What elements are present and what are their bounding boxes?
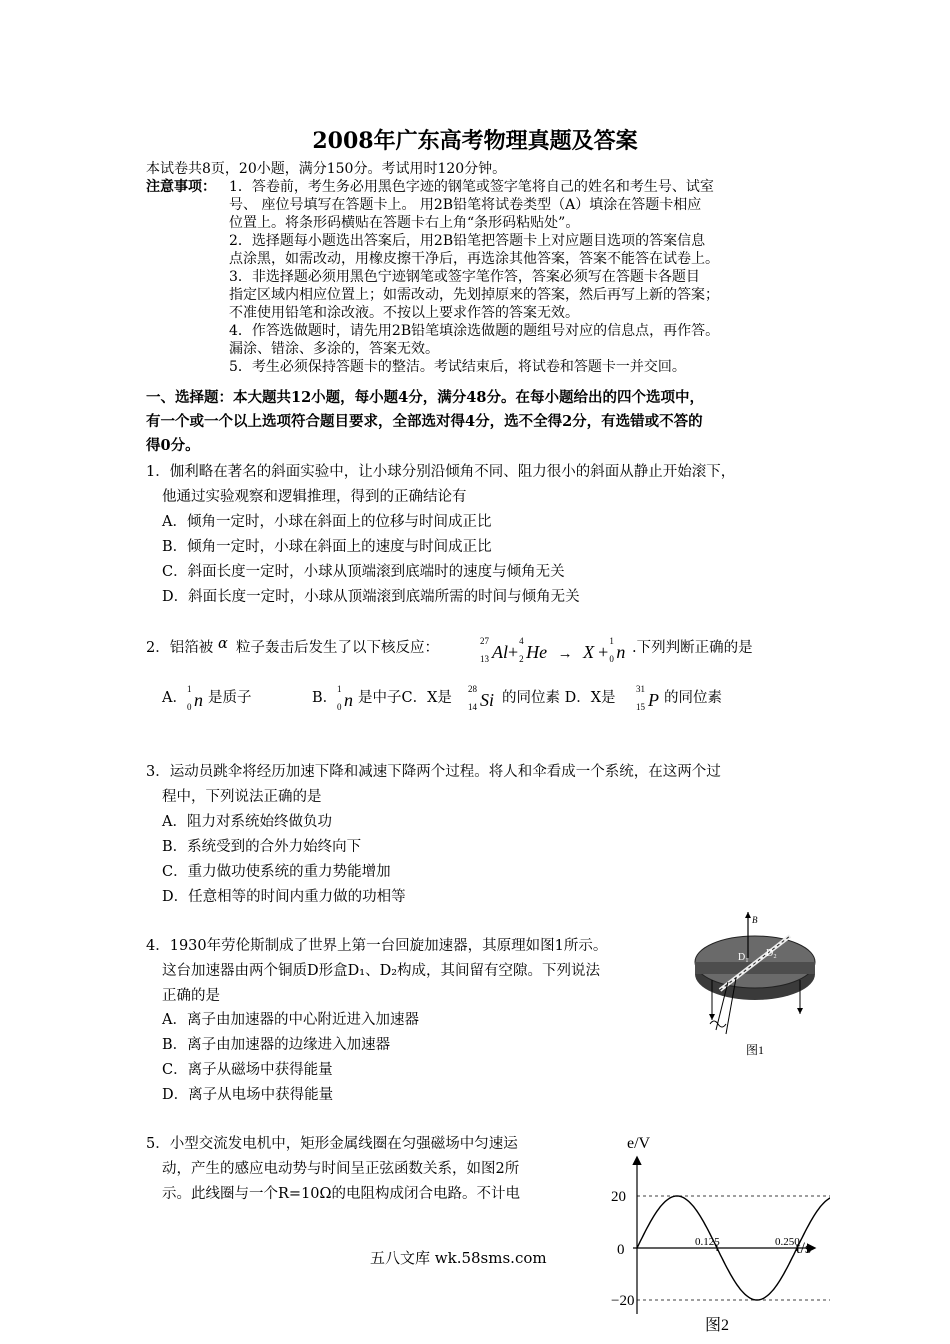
nuclide-mass: 1 bbox=[187, 684, 192, 694]
q2-stem-mid: 粒子轰击后发生了以下核反应： bbox=[236, 640, 439, 656]
figure2-caption: 图2 bbox=[705, 1317, 730, 1334]
q1-option-c: C．斜面长度一定时，小球从顶端滚到底端时的速度与倾角无关 bbox=[162, 564, 565, 580]
section-heading: 有一个或一个以上选项符合题目要求，全部选对得4分，选不全得2分，有选错或不答的 bbox=[146, 413, 703, 430]
q4-option-d: D．离子从电场中获得能量 bbox=[162, 1087, 334, 1103]
arrow-head bbox=[797, 1008, 803, 1014]
x-axis-label: t/s bbox=[796, 1240, 812, 1257]
q2-option-b-text: 是中子C．X是 bbox=[358, 690, 452, 706]
emf-time-chart bbox=[600, 1128, 830, 1338]
q1-option-b: B．倾角一定时，小球在斜面上的速度与时间成正比 bbox=[162, 539, 492, 555]
notice-line: 指定区域内相应位置上；如需改动，先划掉原来的答案，然后再写上新的答案； bbox=[229, 287, 719, 303]
notice-label: 注意事项： bbox=[146, 179, 216, 195]
q2-option-a-label: A． bbox=[162, 690, 187, 706]
alpha-symbol: α bbox=[218, 636, 228, 652]
arrow-head bbox=[745, 912, 751, 918]
q4-stem: 正确的是 bbox=[162, 988, 220, 1004]
notice-line: 3．非选择题必须用黑色宁迹钢笔或签字笔作答，答案必须写在答题卡各题目 bbox=[229, 269, 700, 285]
nuclide-number: 14 bbox=[468, 702, 477, 712]
notice-line: 5．考生必须保持答题卡的整洁。考试结束后，将试卷和答题卡一并交回。 bbox=[229, 359, 686, 375]
he-number: 2 bbox=[519, 654, 524, 664]
nuclide-mass: 31 bbox=[636, 684, 645, 694]
phosphorus-nuclide bbox=[634, 684, 659, 712]
n-symbol: n bbox=[616, 642, 626, 662]
notice-line: 4．作答选做题时，请先用2B铅笔填涂选做题的题组号对应的信息点，再作答。 bbox=[229, 323, 720, 339]
q3-option-a: A．阻力对系统始终做负功 bbox=[162, 814, 332, 830]
q1-stem: 1．伽利略在著名的斜面实验中，让小球分别沿倾角不同、阻力很小的斜面从静止开始滚下， bbox=[146, 464, 736, 480]
q2-stem-before: 2．铝箔被 bbox=[146, 640, 214, 656]
q4-stem: 这台加速器由两个铜质D形盒D₁、D₂构成，其间留有空隙。下列说法 bbox=[162, 963, 600, 979]
q1-option-d: D．斜面长度一定时，小球从顶端滚到底端所需的时间与倾角无关 bbox=[162, 589, 580, 605]
al-mass: 27 bbox=[480, 636, 489, 646]
arrow-head bbox=[709, 1014, 715, 1020]
q3-option-c: C．重力做功使系统的重力势能增加 bbox=[162, 864, 391, 880]
q2-option-d-text: 的同位素 bbox=[664, 690, 722, 706]
q2-option-a-text: 是质子 bbox=[208, 690, 252, 706]
origin-label: 0 bbox=[617, 1242, 625, 1258]
q5-stem: 5．小型交流发电机中，矩形金属线圈在匀强磁场中匀速运 bbox=[146, 1136, 518, 1152]
q3-stem: 3．运动员跳伞将经历加速下降和减速下降两个过程。将人和伞看成一个系统，在这两个过 bbox=[146, 764, 721, 780]
nuclide-symbol: n bbox=[194, 690, 203, 710]
he-symbol: He bbox=[526, 642, 548, 662]
q3-option-d: D．任意相等的时间内重力做的功相等 bbox=[162, 889, 406, 905]
y-tick-label: 20 bbox=[611, 1189, 626, 1205]
nuclide-number: 0 bbox=[187, 702, 192, 712]
exam-intro: 本试卷共8页，20小题，满分150分。考试用时120分钟。 bbox=[146, 161, 507, 177]
neutron-nuclide bbox=[336, 684, 353, 712]
q3-stem: 程中，下列说法正确的是 bbox=[162, 789, 322, 805]
silicon-nuclide bbox=[466, 684, 495, 712]
notice-line: 点涂黑，如需改动，用橡皮擦干净后，再选涂其他答案，答案不能答在试卷上。 bbox=[229, 251, 719, 267]
figure1-caption: 图1 bbox=[746, 1043, 765, 1057]
q4-option-a: A．离子由加速器的中心附近进入加速器 bbox=[162, 1012, 419, 1028]
nuclide-number: 15 bbox=[636, 702, 645, 712]
he-mass: 4 bbox=[519, 636, 524, 646]
neutron-nuclide bbox=[186, 684, 203, 712]
q3-option-b: B．系统受到的合外力始终向下 bbox=[162, 839, 362, 855]
nuclide-symbol: n bbox=[344, 690, 353, 710]
x-symbol: X bbox=[583, 642, 595, 662]
notice-line: 位置上。将条形码横贴在答题卡右上角“条形码粘贴处”。 bbox=[229, 215, 580, 231]
nuclide-symbol: Si bbox=[480, 690, 495, 710]
q5-stem: 动，产生的感应电动势与时间呈正弦函数关系，如图2所 bbox=[162, 1161, 520, 1177]
page-title: 2008年广东高考物理真题及答案 bbox=[312, 128, 638, 154]
nuclide-mass: 28 bbox=[468, 684, 477, 694]
q1-stem: 他通过实验观察和逻辑推理，得到的正确结论有 bbox=[162, 489, 467, 505]
nuclear-reaction-formula bbox=[478, 636, 626, 664]
x-tick-label: 0.250 bbox=[775, 1236, 800, 1248]
n-number: 0 bbox=[609, 654, 614, 664]
q4-option-c: C．离子从磁场中获得能量 bbox=[162, 1062, 333, 1078]
notice-line: 不准使用铅笔和涂改液。不按以上要求作答的答案无效。 bbox=[229, 305, 579, 321]
al-number: 13 bbox=[480, 654, 489, 664]
arrow: → bbox=[557, 646, 573, 662]
x-tick-label: 0.125 bbox=[695, 1236, 720, 1248]
notice-line: 漏涂、错涂、多涂的，答案无效。 bbox=[229, 341, 439, 357]
field-label: B bbox=[752, 915, 758, 925]
q2-stem-after: .下列判断正确的是 bbox=[632, 640, 753, 656]
q2-option-c-text: 的同位素 D．X是 bbox=[502, 690, 616, 706]
plus-sign: + bbox=[508, 642, 519, 662]
notice-line: 号、 座位号填写在答题卡上。 用2B铅笔将试卷类型（A）填涂在答题卡相应 bbox=[229, 197, 702, 213]
q4-stem: 4．1930年劳伦斯制成了世界上第一台回旋加速器，其原理如图1所示。 bbox=[146, 938, 608, 954]
n-mass: 1 bbox=[609, 636, 614, 646]
d1-label: D₁ bbox=[738, 952, 749, 963]
cyclotron-figure bbox=[690, 912, 820, 1062]
nuclide-mass: 1 bbox=[337, 684, 342, 694]
footer-watermark: 五八文库 wk.58sms.com bbox=[370, 1249, 547, 1267]
q4-option-b: B．离子由加速器的边缘进入加速器 bbox=[162, 1037, 391, 1053]
y-axis-label: e/V bbox=[627, 1135, 651, 1152]
nuclide-symbol: P bbox=[648, 690, 659, 710]
q2-option-b-label: B． bbox=[312, 690, 338, 706]
q1-option-a: A．倾角一定时，小球在斜面上的位移与时间成正比 bbox=[162, 514, 492, 530]
section-heading: 一、选择题：本大题共12小题，每小题4分，满分48分。在每小题给出的四个选项中， bbox=[146, 389, 704, 406]
plus-sign: + bbox=[598, 642, 609, 662]
y-tick-label: −20 bbox=[611, 1293, 635, 1309]
nuclide-number: 0 bbox=[337, 702, 342, 712]
notice-line: 1．答卷前，考生务必用黑色字迹的钢笔或签字笔将自己的姓名和考生号、试室 bbox=[229, 179, 714, 195]
notice-line: 2．选择题每小题选出答案后，用2B铅笔把答题卡上对应题目选项的答案信息 bbox=[229, 233, 706, 249]
q5-stem: 示。此线圈与一个R=10Ω的电阻构成闭合电路。不计电 bbox=[162, 1186, 521, 1202]
al-symbol: Al bbox=[492, 642, 508, 662]
d2-label: D₂ bbox=[766, 948, 777, 959]
section-heading: 得0分。 bbox=[146, 437, 200, 454]
